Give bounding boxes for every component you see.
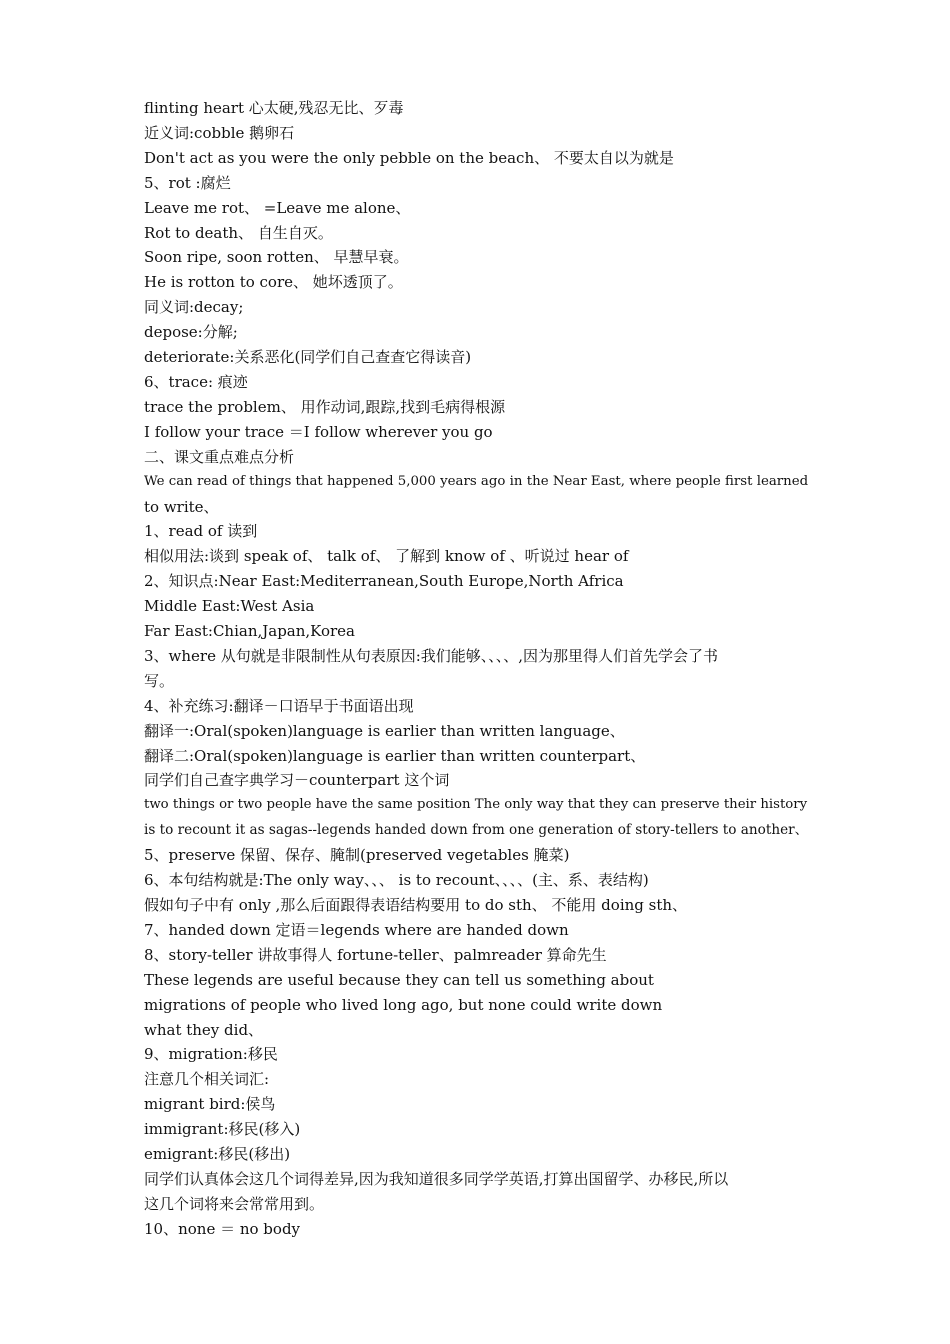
text-line: flinting heart 心太硬,残忍无比、歹毒	[144, 99, 404, 117]
text-line: Don't act as you were the only pebble on the beach、 不要太自以为就是	[144, 148, 674, 167]
text-line: is to recount it as sagas--legends handed down from one generation of story-tellers to another、	[144, 822, 809, 839]
text-line: to write、	[144, 497, 219, 516]
text-line: 这几个词将来会常常用到。	[144, 1194, 325, 1213]
text-line: migrations of people who lived long ago, but none could write down	[144, 995, 663, 1014]
text-line: 8、story-teller 讲故事得人 fortune-teller、palmreader 算命先生	[144, 945, 607, 964]
text-line: 5、preserve 保留、保存、腌制(preserved vegetables 腌菜)	[144, 846, 570, 865]
text-line: 写。	[144, 671, 175, 690]
text-line: 7、handed down 定语＝legends where are handed down	[144, 920, 569, 939]
text-line: 翻译一:Oral(spoken)language is earlier than written language、	[144, 721, 625, 740]
text-line: 近义词:cobble 鹅卵石	[144, 123, 295, 142]
text-line: Leave me rot、 =Leave me alone、	[144, 198, 411, 217]
text-line: 注意几个相关词汇:	[144, 1070, 270, 1089]
text-line: 9、migration:移民	[144, 1045, 278, 1064]
text-line: Far East:Chian,Japan,Korea	[144, 622, 356, 641]
text-line: 二、课文重点难点分析	[144, 447, 295, 466]
text-line: Soon ripe, soon rotten、 早慧早衰。	[144, 248, 409, 267]
text-line: 10、none ＝ no body	[144, 1219, 301, 1238]
text-line: immigrant:移民(移入)	[144, 1120, 301, 1139]
text-line: migrant bird:侯鸟	[144, 1095, 276, 1114]
text-line: 假如句子中有 only ,那么后面跟得表语结构要用 to do sth、 不能用 doing sth、	[144, 896, 688, 914]
text-line: 6、本句结构就是:The only way、、、 is to recount、、、、(主、系、表结构)	[144, 871, 649, 890]
text-line: Middle East:West Asia	[144, 597, 315, 616]
text-line: I follow your trace ＝I follow wherever you go	[144, 422, 493, 441]
text-line: 同义词:decay;	[144, 298, 244, 317]
text-line: We can read of things that happened 5,000 years ago in the Near East, where people first learned	[144, 473, 809, 489]
text-line: These legends are useful because they can tell us something about	[144, 970, 654, 989]
document-body	[144, 96, 808, 1242]
text-line: deteriorate:关系恶化(同学们自己查查它得读音)	[144, 348, 472, 367]
text-line: trace the problem、 用作动词,跟踪,找到毛病得根源	[144, 397, 506, 416]
text-line: 3、where 从句就是非限制性从句表原因:我们能够、、、、,因为那里得人们首先学会了书	[144, 646, 719, 665]
text-line: 5、rot :腐烂	[144, 173, 231, 192]
text-line: 4、补充练习:翻译－口语早于书面语出现	[144, 696, 414, 715]
text-line: depose:分解;	[144, 323, 238, 342]
text-line: 1、read of 读到	[144, 522, 258, 541]
text-line: 6、trace: 痕迹	[144, 372, 248, 391]
text-line: two things or two people have the same position The only way that they can preserve their history	[144, 797, 808, 813]
text-line: 2、知识点:Near East:Mediterranean,South Europe,North Africa	[144, 572, 624, 591]
text-line: He is rotton to core、 她坏透顶了。	[144, 273, 403, 292]
text-line: what they did、	[144, 1020, 264, 1039]
text-line: 同学们自己查字典学习－counterpart 这个词	[144, 771, 450, 790]
text-line: 翻译二:Oral(spoken)language is earlier than written counterpart、	[144, 746, 646, 765]
text-line: emigrant:移民(移出)	[144, 1145, 291, 1164]
text-line: 相似用法:谈到 speak of、 talk of、 了解到 know of 、听说过 hear of	[144, 547, 629, 566]
text-line: Rot to death、 自生自灭。	[144, 223, 333, 242]
text-line: 同学们认真体会这几个词得差异,因为我知道很多同学学英语,打算出国留学、办移民,所以	[144, 1169, 729, 1188]
